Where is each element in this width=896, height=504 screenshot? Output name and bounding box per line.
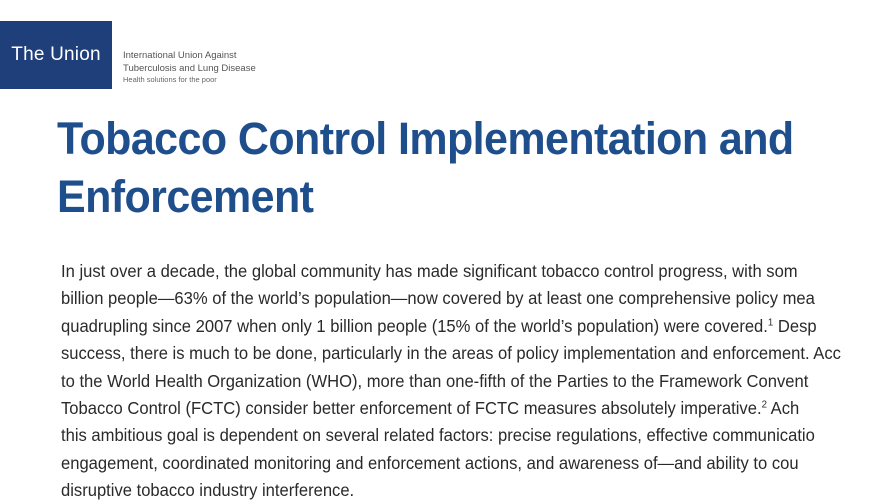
organization-name-block	[123, 50, 383, 85]
footnote-ref-1: 1	[767, 317, 774, 329]
paragraph-line: quadrupling since 2007 when only 1 billion people (15% of the world’s population) were covered.$^1$ Desp	[61, 315, 817, 336]
org-tagline: Health solutions for the poor	[123, 75, 217, 84]
document-title	[57, 110, 850, 226]
paragraph-line: In just over a decade, the global community has made significant tobacco control progress, with som	[61, 261, 798, 281]
paragraph-line: Tobacco Control (FCTC) consider better enforcement of FCTC measures absolutely imperative.$^2$ Ach	[61, 398, 800, 419]
paragraph-line: this ambitious goal is dependent on several related factors: precise regulations, effective communicatio	[61, 425, 815, 446]
logo-text: The Union	[11, 44, 101, 65]
footnote-ref-2: 2	[761, 399, 767, 411]
org-name-line-2: Tuberculosis and Lung Disease	[123, 62, 256, 74]
paragraph-line: success, there is much to be done, particularly in the areas of policy implementation and enforcement. Acc	[61, 343, 841, 364]
title-line-1: Tobacco Control Implementation and	[57, 113, 794, 164]
paragraph-line: to the World Health Organization (WHO), more than one-fifth of the Parties to the Framework Convent	[61, 370, 809, 391]
paragraph-line: engagement, coordinated monitoring and enforcement actions, and awareness of—and ability to cou	[61, 452, 799, 473]
paragraph-line: billion people—63% of the world’s population—now covered by at least one comprehensive policy mea	[61, 288, 815, 309]
body-paragraph	[61, 258, 896, 504]
paragraph-line: disruptive tobacco industry interference.	[61, 480, 355, 501]
org-name-line-1: International Union Against	[123, 50, 237, 61]
title-line-2: Enforcement	[57, 171, 314, 222]
union-logo	[0, 21, 112, 89]
page-header	[0, 0, 896, 96]
